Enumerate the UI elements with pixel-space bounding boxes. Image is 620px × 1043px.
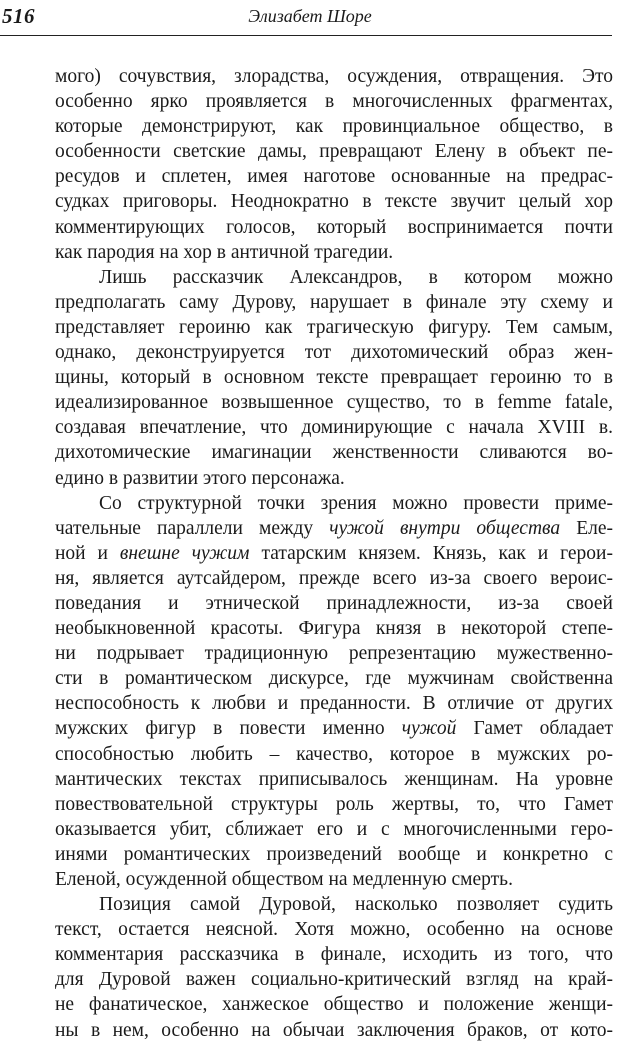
text-line: дихотомические имагинации женственности сливаются во- bbox=[55, 442, 613, 464]
text-line bbox=[55, 767, 613, 792]
text-line bbox=[55, 792, 613, 817]
text-line bbox=[55, 516, 613, 541]
text-line: создавая впечатление, что доминирующие с начала XVIII в. bbox=[55, 417, 613, 439]
line-text: мантических текстах приписывалось женщинам. На уровне bbox=[55, 768, 613, 790]
text-line: ресудов и сплетен, имея наготове основанные на предрас- bbox=[55, 166, 613, 188]
emphasis: чужой bbox=[401, 718, 457, 740]
text-line bbox=[55, 691, 613, 716]
line-text: поведания и этнической принадлежности, из-за своей bbox=[55, 592, 613, 614]
text-line bbox=[55, 867, 613, 892]
line-text: сти в романтическом дискурсе, где мужчинам свойственна bbox=[55, 668, 613, 690]
header-rule bbox=[0, 35, 612, 36]
page-number: 516 bbox=[2, 4, 35, 28]
running-head: Элизабет Шоре bbox=[248, 6, 372, 26]
emphasis: чужой внутри общества bbox=[329, 517, 561, 539]
paragraph-1 bbox=[55, 64, 613, 265]
text-line bbox=[55, 566, 613, 591]
page-header bbox=[0, 0, 620, 40]
text-line: особенно ярко проявляется в многочисленных фрагментах, bbox=[55, 91, 613, 113]
line-text: ни подрывает традиционную репрезентацию мужественно- bbox=[55, 643, 613, 665]
text-line: комментирующих голосов, который воспринимается почти bbox=[55, 216, 613, 238]
text-line: едино в развитии этого персонажа. bbox=[55, 467, 345, 489]
text-line bbox=[55, 716, 613, 741]
emphasis: внешне чужим bbox=[119, 542, 250, 564]
text-line bbox=[55, 616, 613, 641]
line-text: оказывается убит, сближает его и с многочисленными геро- bbox=[55, 818, 613, 840]
body-text bbox=[55, 64, 613, 1043]
line-text: повествовательной структуры роль жертвы, то, что Гамет bbox=[55, 793, 613, 815]
text-line: текст, остается неясной. Хотя можно, особенно на основе bbox=[55, 919, 613, 941]
text-line: для Дуровой важен социально-критический взгляд на край- bbox=[55, 969, 613, 991]
line-text: ной и bbox=[55, 542, 120, 564]
line-text: Со структурной точки зрения можно провести приме- bbox=[99, 492, 613, 514]
text-line: однако, деконструируется тот дихотомический образ жен- bbox=[55, 342, 613, 364]
text-line: щины, который в основном тексте превращает героиню то в bbox=[55, 367, 613, 389]
line-text: татарским князем. Князь, как и герои- bbox=[249, 542, 613, 564]
text-line: которые демонстрируют, как провинциальное общество, в bbox=[55, 116, 613, 138]
line-text: мужских фигур в повести именно bbox=[55, 718, 402, 740]
line-text: Еленой, осужденной обществом на медленную смерть. bbox=[55, 869, 513, 890]
line-text: инями романтических произведений вообще и конкретно с bbox=[55, 843, 613, 865]
text-line bbox=[55, 541, 613, 566]
text-line: представляет героиню как трагическую фигуру. Тем самым, bbox=[55, 316, 613, 338]
line-text: необыкновенной красоты. Фигура князя в некоторой степе- bbox=[55, 618, 613, 640]
text-line bbox=[55, 491, 613, 516]
line-text: Еле- bbox=[560, 517, 614, 539]
text-line: особенности светские дамы, превращают Елену в объект пе- bbox=[55, 141, 613, 163]
line-text: чательные параллели между bbox=[55, 517, 330, 539]
line-text: Гамет обладает bbox=[456, 718, 613, 740]
text-line: предполагать саму Дурову, нарушает в финале эту схему и bbox=[55, 291, 613, 313]
text-line bbox=[55, 842, 613, 867]
text-line: ны в нем, особенно на обычаи заключения браков, от кото- bbox=[55, 1019, 613, 1041]
paragraph-3 bbox=[55, 491, 613, 893]
text-line: Позиция самой Дуровой, насколько позволяет судить bbox=[99, 894, 613, 916]
line-text: ня, является аутсайдером, прежде всего из-за своего вероис- bbox=[55, 567, 613, 589]
line-text: неспособность к любви и преданности. В отличие от других bbox=[55, 693, 613, 715]
paragraph-4 bbox=[55, 892, 613, 1043]
line-text: способностью любить – качество, которое в мужских ро- bbox=[55, 743, 613, 765]
paragraph-2 bbox=[55, 265, 613, 491]
text-line: не фанатическое, ханжеское общество и положение женщи- bbox=[55, 994, 613, 1016]
text-line bbox=[55, 817, 613, 842]
text-line bbox=[55, 742, 613, 767]
text-line bbox=[55, 591, 613, 616]
text-line: идеализированное возвышенное существо, то в femme fatale, bbox=[55, 392, 613, 414]
text-line: как пародия на хор в античной трагедии. bbox=[55, 241, 394, 263]
text-line: судках приговоры. Неоднократно в тексте звучит целый хор bbox=[55, 191, 613, 213]
text-line bbox=[55, 666, 613, 691]
text-line: Лишь рассказчик Александров, в котором можно bbox=[99, 266, 613, 288]
text-line bbox=[55, 641, 613, 666]
text-line: мого) сочувствия, злорадства, осуждения, отвращения. Это bbox=[55, 66, 613, 87]
text-line: комментария рассказчика в финале, исходить из того, что bbox=[55, 944, 613, 966]
